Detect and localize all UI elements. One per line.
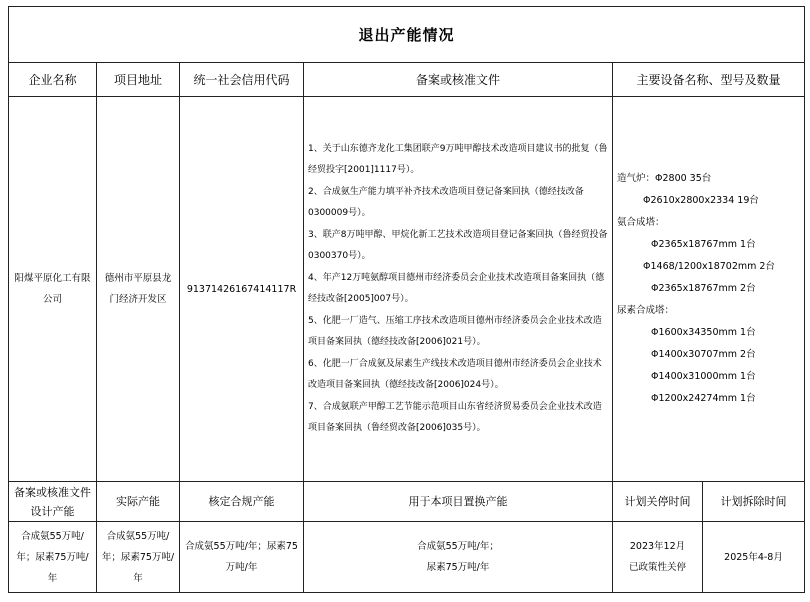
verified-capacity: 合成氨55万吨/年；尿素75万吨/年 bbox=[180, 522, 304, 593]
credit-code: 91371426167414117R bbox=[180, 97, 304, 482]
header-equipment: 主要设备名称、型号及数量 bbox=[613, 63, 805, 97]
equipment-item: Φ1468/1200x18702mm 2台 bbox=[643, 261, 775, 272]
equipment-item: Φ2365x18767mm 1台 bbox=[651, 239, 756, 250]
planned-shutdown bbox=[613, 522, 703, 593]
file-item: 4、年产12万吨氨醇项目德州市经济委员会企业技术改造项目备案回执（德经技改备[2005]007号）。 bbox=[308, 272, 605, 304]
planned-demolition: 2025年4-8月 bbox=[703, 522, 805, 593]
header-design-capacity: 备案或核准文件设计产能 bbox=[9, 482, 97, 522]
replacement-line: 尿素75万吨/年 bbox=[426, 562, 490, 573]
equipment-item: 造气炉：Φ2800 35台 bbox=[617, 173, 712, 184]
replacement-line: 合成氨55万吨/年； bbox=[417, 541, 499, 552]
header-company: 企业名称 bbox=[9, 63, 97, 97]
equipment-item: Φ1200x24274mm 1台 bbox=[651, 393, 756, 404]
equipment-item: Φ1600x34350mm 1台 bbox=[651, 327, 756, 338]
header-actual-capacity: 实际产能 bbox=[97, 482, 180, 522]
file-item: 2、合成氨生产能力填平补齐技术改造项目登记备案回执（德经技改备0300009号）。 bbox=[308, 186, 584, 218]
equipment-item: 尿素合成塔： bbox=[617, 305, 675, 316]
equipment-item: Φ1400x31000mm 1台 bbox=[651, 371, 756, 382]
equipment-item: Φ2610x2800x2334 19台 bbox=[643, 195, 759, 206]
header-approval-files: 备案或核准文件 bbox=[304, 63, 613, 97]
header-replacement-capacity: 用于本项目置换产能 bbox=[304, 482, 613, 522]
file-item: 5、化肥一厂造气、压缩工序技术改造项目德州市经济委员会企业技术改造项目备案回执（德经技改备[2006]021号）。 bbox=[308, 315, 602, 347]
header-verified-capacity: 核定合规产能 bbox=[180, 482, 304, 522]
company-name: 阳煤平原化工有限公司 bbox=[9, 97, 97, 482]
shutdown-note: 已政策性关停 bbox=[628, 562, 686, 573]
table-title: 退出产能情况 bbox=[9, 7, 805, 63]
equipment-item: Φ2365x18767mm 2台 bbox=[651, 283, 756, 294]
replacement-capacity bbox=[304, 522, 613, 593]
project-address: 德州市平原县龙门经济开发区 bbox=[97, 97, 180, 482]
equipment-list bbox=[613, 97, 805, 482]
header-credit-code: 统一社会信用代码 bbox=[180, 63, 304, 97]
file-item: 3、联产8万吨甲醇、甲烷化新工艺技术改造项目登记备案回执（鲁经贸投备0300370号）。 bbox=[308, 229, 608, 261]
approval-files-list bbox=[304, 97, 613, 482]
file-item: 1、关于山东德齐龙化工集团联产9万吨甲醇技术改造项目建议书的批复（鲁经贸投字[2001]1117号）。 bbox=[308, 143, 608, 175]
shutdown-date: 2023年12月 bbox=[629, 541, 686, 552]
equipment-item: Φ1400x30707mm 2台 bbox=[651, 349, 756, 360]
design-capacity: 合成氨55万吨/年；尿素75万吨/年 bbox=[9, 522, 97, 593]
equipment-item: 氨合成塔： bbox=[617, 217, 665, 228]
capacity-table bbox=[8, 6, 805, 593]
header-address: 项目地址 bbox=[97, 63, 180, 97]
actual-capacity: 合成氨55万吨/年；尿素75万吨/年 bbox=[97, 522, 180, 593]
file-item: 7、合成氨联产甲醇工艺节能示范项目山东省经济贸易委员会企业技术改造项目备案回执（鲁经贸改备[2006]035号）。 bbox=[308, 401, 602, 433]
header-planned-shutdown: 计划关停时间 bbox=[613, 482, 703, 522]
header-planned-demolition: 计划拆除时间 bbox=[703, 482, 805, 522]
file-item: 6、化肥一厂合成氨及尿素生产线技术改造项目德州市经济委员会企业技术改造项目备案回执（德经技改备[2006]024号）。 bbox=[308, 358, 602, 390]
